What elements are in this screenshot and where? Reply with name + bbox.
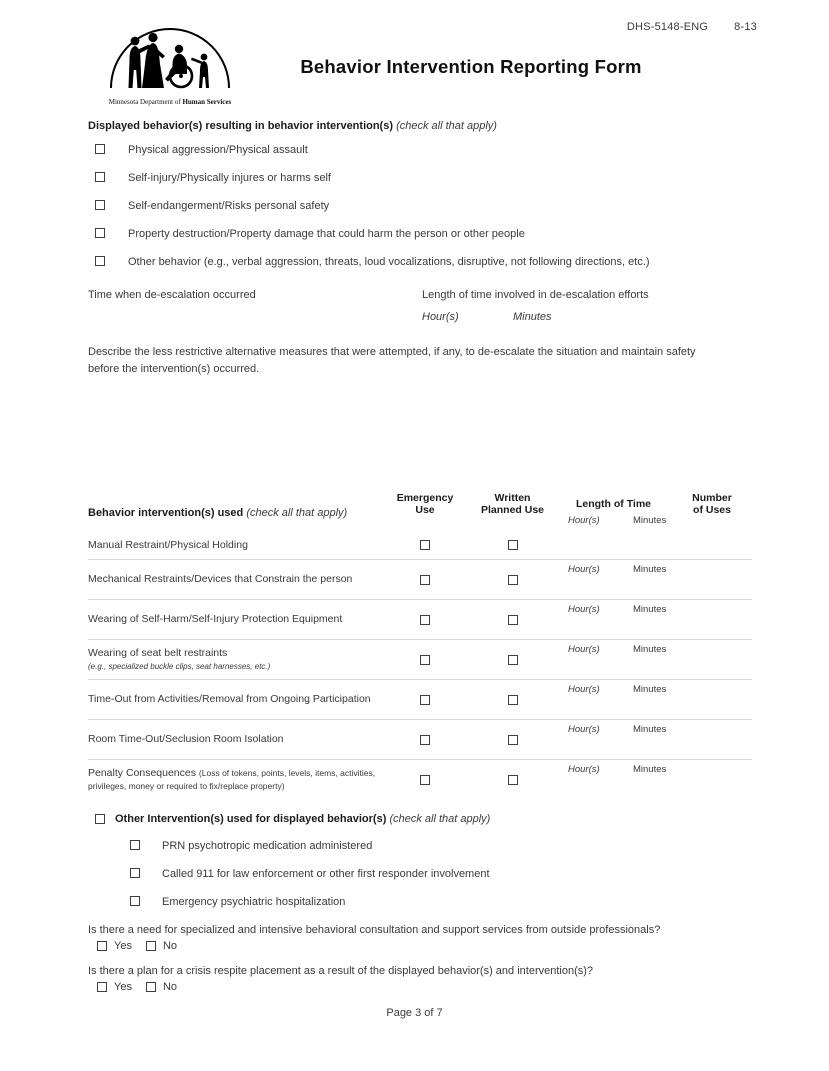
intervention-row <box>88 719 752 759</box>
behavior-label: Other behavior (e.g., verbal aggression, threats, loud vocalizations, disruptive, not following directions, etc.) <box>128 256 650 268</box>
intervention-row <box>88 559 752 599</box>
number-of-uses-cell <box>672 640 752 679</box>
minutes-label: Minutes <box>513 311 552 323</box>
hours-label: Hour(s) <box>422 311 459 323</box>
other-interventions-list <box>88 840 752 908</box>
intervention-label: Penalty Consequences (Loss of tokens, points, levels, items, activities, privileges, money or required to fix/replace property) <box>88 766 376 791</box>
written-planned-use-checkbox[interactable] <box>508 775 518 785</box>
other-intervention-label: Emergency psychiatric hospitalization <box>162 896 346 908</box>
length-of-time-cell: Hour(s) Minutes <box>568 644 667 655</box>
behavior-option <box>88 228 752 240</box>
number-of-uses-cell <box>672 531 752 559</box>
other-intervention-option <box>88 868 752 880</box>
behavior-label: Physical aggression/Physical assault <box>128 144 308 156</box>
other-intervention-label: PRN psychotropic medication administered <box>162 840 373 852</box>
crisis-respite-question <box>88 965 752 993</box>
column-header-written-planned-use: Written Planned Use <box>480 492 545 516</box>
number-of-uses-cell <box>672 560 752 599</box>
displayed-behaviors-list <box>88 144 752 268</box>
describe-response-area <box>88 378 752 492</box>
form-number: DHS-5148-ENG <box>626 21 709 33</box>
intervention-label: Time-Out from Activities/Removal from Ongoing Participation <box>88 693 371 705</box>
emergency-use-checkbox[interactable] <box>420 775 430 785</box>
number-of-uses-cell <box>672 720 752 759</box>
form-revision: 8-13 <box>734 21 757 33</box>
hours-sublabel: Hour(s) <box>568 515 600 526</box>
minutes-sublabel: Minutes <box>633 515 667 526</box>
column-header-length-of-time: Length of Time <box>575 498 652 510</box>
other-interventions-heading: Other Intervention(s) used for displayed behavior(s) (check all that apply) <box>88 813 752 825</box>
behavior-option <box>88 200 752 212</box>
emergency-use-checkbox[interactable] <box>420 655 430 665</box>
intervention-row <box>88 679 752 719</box>
page-header <box>0 0 829 120</box>
yes-label: Yes <box>114 981 132 993</box>
no-label: No <box>162 940 178 952</box>
emergency-use-checkbox[interactable] <box>420 575 430 585</box>
deescalation-section <box>88 289 752 322</box>
written-planned-use-checkbox[interactable] <box>508 540 518 550</box>
other-intervention-option <box>88 840 752 852</box>
deescalation-time-label: Time when de-escalation occurred <box>88 289 256 301</box>
length-of-time-cell: Hour(s) Minutes <box>568 564 667 575</box>
behavior-checkbox[interactable] <box>95 256 105 266</box>
intervention-label: Manual Restraint/Physical Holding <box>88 538 248 551</box>
intervention-label: Mechanical Restraints/Devices that Constrain the person <box>88 573 353 585</box>
interventions-table-header <box>88 492 752 531</box>
written-planned-use-checkbox[interactable] <box>508 735 518 745</box>
intervention-label: Wearing of seat belt restraints <box>88 646 228 659</box>
displayed-behaviors-heading: Displayed behavior(s) resulting in behavior intervention(s) (check all that apply) <box>88 120 497 132</box>
emergency-use-checkbox[interactable] <box>420 540 430 550</box>
page-title: Behavior Intervention Reporting Form <box>300 56 642 77</box>
form-body <box>88 120 752 993</box>
no-label: No <box>162 981 178 993</box>
behavior-checkbox[interactable] <box>95 144 105 154</box>
length-of-time-cell <box>555 531 672 559</box>
intervention-row <box>88 759 752 799</box>
emergency-use-checkbox[interactable] <box>420 735 430 745</box>
page-number: Page 3 of 7 <box>386 1007 443 1019</box>
other-intervention-checkbox[interactable] <box>130 840 140 850</box>
length-of-time-cell: Hour(s) Minutes <box>568 684 667 695</box>
written-planned-use-checkbox[interactable] <box>508 695 518 705</box>
intervention-row <box>88 599 752 639</box>
written-planned-use-checkbox[interactable] <box>508 655 518 665</box>
intervention-row <box>88 639 752 679</box>
behavior-label: Self-injury/Physically injures or harms self <box>128 172 331 184</box>
other-interventions-checkbox[interactable] <box>95 814 105 824</box>
yes-checkbox[interactable] <box>97 982 107 992</box>
deescalation-length-label: Length of time involved in de-escalation efforts <box>422 289 649 301</box>
agency-logo-caption: Minnesota Department of Human Services <box>108 98 232 106</box>
column-header-emergency-use: Emergency Use <box>396 492 454 516</box>
interventions-heading: Behavior intervention(s) used (check all that apply) <box>88 506 348 519</box>
column-header-number-of-uses: Number of Uses <box>692 492 732 516</box>
number-of-uses-cell <box>672 680 752 719</box>
consultation-question <box>88 924 752 952</box>
emergency-use-checkbox[interactable] <box>420 695 430 705</box>
intervention-label: Wearing of Self-Harm/Self-Injury Protection Equipment <box>88 613 343 625</box>
question-text: Is there a need for specialized and intensive behavioral consultation and support services from outside professionals? <box>88 924 661 936</box>
other-intervention-checkbox[interactable] <box>130 896 140 906</box>
interventions-table <box>88 492 752 799</box>
intervention-label: Room Time-Out/Seclusion Room Isolation <box>88 733 284 745</box>
no-checkbox[interactable] <box>146 941 156 951</box>
other-intervention-option <box>88 896 752 908</box>
intervention-row <box>88 531 752 559</box>
written-planned-use-checkbox[interactable] <box>508 575 518 585</box>
behavior-option <box>88 172 752 184</box>
behavior-option <box>88 144 752 156</box>
behavior-checkbox[interactable] <box>95 228 105 238</box>
deescalation-length-block <box>422 289 649 323</box>
intervention-note: (Loss of tokens, points, levels, items, activities, privileges, money or required to fix/replace property) <box>88 767 376 791</box>
behavior-checkbox[interactable] <box>95 172 105 182</box>
intervention-note: (e.g., specialized buckle clips, seat harnesses, etc.) <box>88 661 271 671</box>
yes-label: Yes <box>114 940 132 952</box>
describe-measures-prompt: Describe the less restrictive alternative measures that were attempted, if any, to de-escalate the situation and maintain safety before the intervention(s) occurred. <box>88 346 696 375</box>
behavior-checkbox[interactable] <box>95 200 105 210</box>
length-of-time-cell: Hour(s) Minutes <box>568 724 667 735</box>
length-of-time-cell: Hour(s) Minutes <box>568 764 667 775</box>
question-text: Is there a plan for a crisis respite placement as a result of the displayed behavior(s) and intervention(s)? <box>88 965 594 977</box>
emergency-use-checkbox[interactable] <box>420 615 430 625</box>
behavior-label: Self-endangerment/Risks personal safety <box>128 200 330 212</box>
number-of-uses-cell <box>672 600 752 639</box>
other-intervention-label: Called 911 for law enforcement or other first responder involvement <box>162 868 490 880</box>
behavior-option <box>88 256 752 268</box>
length-of-time-cell: Hour(s) Minutes <box>568 604 667 615</box>
yes-checkbox[interactable] <box>97 941 107 951</box>
no-checkbox[interactable] <box>146 982 156 992</box>
number-of-uses-cell <box>672 760 752 799</box>
behavior-label: Property destruction/Property damage that could harm the person or other people <box>128 228 525 240</box>
form-number-block <box>627 21 757 33</box>
other-intervention-checkbox[interactable] <box>130 868 140 878</box>
written-planned-use-checkbox[interactable] <box>508 615 518 625</box>
